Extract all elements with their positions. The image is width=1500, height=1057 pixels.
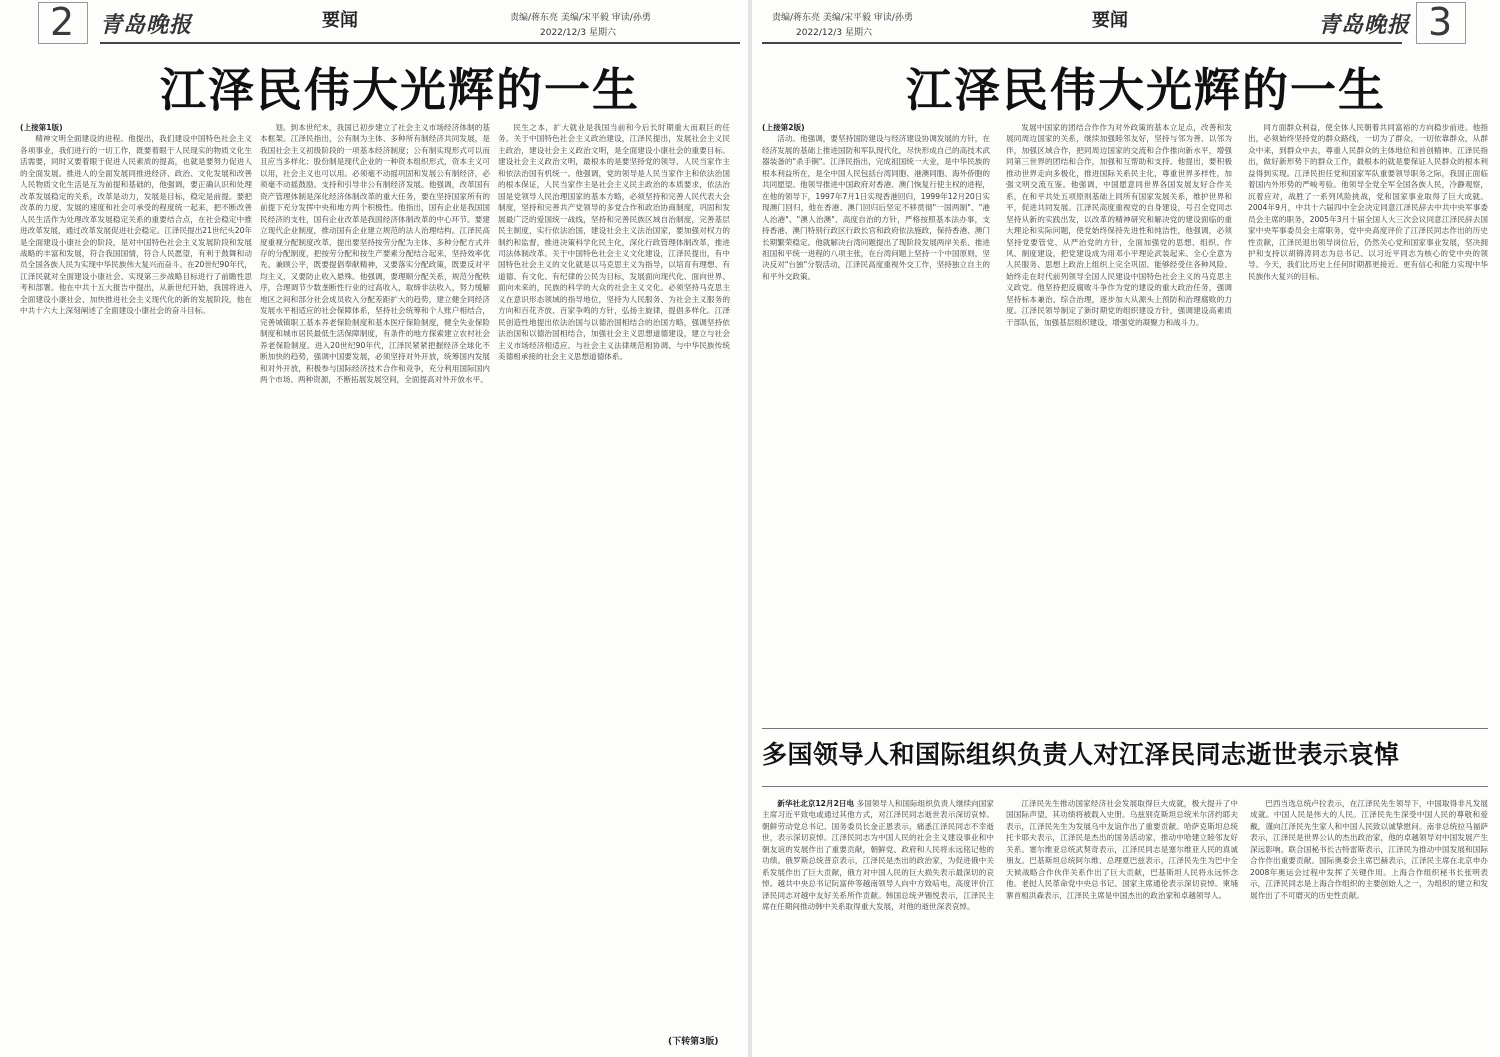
issue-date: 2022/12/3 星期六 <box>796 28 873 38</box>
condolence-headline: 多国领导人和国际组织负责人对江泽民同志逝世表示哀悼 <box>762 740 1400 769</box>
page-headline: 江泽民伟大光辉的一生 <box>160 63 640 117</box>
column-text: 多国领导人和国际组织负责人继续向国家主席习近平致电或通过其他方式，对江泽民同志逝世表示深切哀悼。朝鲜劳动党总书记、国务委员长金正恩表示，痛悉江泽民同志不幸逝世，表示深切哀悼。江泽民同志为中国人民的社会主义建设事业和中朝友谊的发展作出了重要贡献，朝鲜党、政府和人民将永远铭记他的功绩。俄罗斯总统普京表示，江泽民是杰出的政治家，为促进俄中关系发展作出了巨大贡献，俄方对中国人民的巨大损失表示最深切的哀悼。越共中央总书记阮富仲等越南领导人向中方致唁电，高度评价江泽民同志对越中友好关系所作贡献。韩国总统尹锡悦表示，江泽民主席在任期间推动韩中关系取得重大发展，对他的逝世深表哀悼。 <box>762 799 994 912</box>
right-page <box>752 0 1500 1057</box>
header-rule <box>762 42 1402 44</box>
editor-credits: 责编/蒋东亮 美编/宋平毅 审读/孙勇 <box>510 13 651 23</box>
issue-date: 2022/12/3 星期六 <box>540 28 617 38</box>
column-text: 江泽民先生推动国家经济社会发展取得巨大成就，极大提升了中国国际声望，其功绩将被载入史册。乌兹别克斯坦总统米尔济约耶夫表示，江泽民先生为发展乌中友谊作出了重要贡献。哈萨克斯坦总统托卡耶夫表示，江泽民是杰出的国务活动家，推动中哈建立睦邻友好关系。塞尔维亚总统武契奇表示，江泽民同志是塞尔维亚人民的真诚朋友。巴基斯坦总统阿尔维、总理夏巴兹表示，江泽民先生为巴中全天候战略合作伙伴关系作出了巨大贡献，巴基斯坦人民将永远怀念他。老挝人民革命党中央总书记、国家主席通伦表示深切哀悼。柬埔寨首相洪森表示，江泽民主席是中国杰出的政治家和卓越领导人。 <box>1006 799 1238 900</box>
column-text: 划。到本世纪末，我国已初步建立了社会主义市场经济体制的基本框架。江泽民指出，公有制为主体、多种所有制经济共同发展，是我国社会主义初级阶段的一项基本经济制度；公有制实现形式可以而且应当多样化；股份制是现代企业的一种资本组织形式，资本主义可以用，社会主义也可以用。必须毫不动摇巩固和发展公有制经济，必须毫不动摇鼓励、支持和引导非公有制经济发展。他强调，改革国有资产管理体制是深化经济体制改革的重大任务，要在坚持国家所有的前提下充分发挥中央和地方两个积极性。他指出，国有企业是我国国民经济的支柱，国有企业改革是我国经济体制改革的中心环节。要建立现代企业制度，推动国有企业建立规范的法人治理结构。江泽民高度重视分配制度改革，提出要坚持按劳分配为主体、多种分配方式并存的分配制度，把按劳分配和按生产要素分配结合起来，坚持效率优先、兼顾公平，既要提倡奉献精神，又要落实分配政策，既要反对平均主义，又要防止收入悬殊。他强调，要理顺分配关系，规范分配秩序，合理调节少数垄断性行业的过高收入，取缔非法收入，努力缓解地区之间和部分社会成员收入分配差距扩大的趋势，建立健全同经济发展水平相适应的社会保障体系，坚持社会统筹和个人账户相结合，完善城镇职工基本养老保险制度和基本医疗保险制度，健全失业保险制度和城市居民最低生活保障制度，有条件的地方探索建立农村社会养老保险制度。进入20世纪90年代，江泽民紧紧把握经济全球化不断加快的趋势，强调中国要发展，必须坚持对外开放，统筹国内发展和对外开放，积极参与国际经济技术合作和竞争，充分利用国际国内两个市场、两种资源，不断拓展发展空间，全面提高对外开放水平。 <box>260 123 490 384</box>
section-title: 要闻 <box>322 10 358 31</box>
article-divider <box>762 786 1488 787</box>
article-column-2 <box>260 122 490 1052</box>
column-text: 民生之本，扩大就业是我国当前和今后长时期重大而艰巨的任务。关于中国特色社会主义政治建设，江泽民提出，发展社会主义民主政治，建设社会主义政治文明，是全面建设小康社会的重要目标。建设社会主义政治文明，最根本的是要坚持党的领导、人民当家作主和依法治国有机统一。他强调，党的领导是人民当家作主和依法治国的根本保证，人民当家作主是社会主义民主政治的本质要求，依法治国是党领导人民治理国家的基本方略，必须坚持和完善人民代表大会制度，坚持和完善共产党领导的多党合作和政治协商制度，巩固和发展最广泛的爱国统一战线，坚持和完善民族区域自治制度，完善基层民主制度，实行依法治国，建设社会主义法治国家，要加强对权力的制约和监督，推进决策科学化民主化，深化行政管理体制改革，推进司法体制改革。关于中国特色社会主义文化建设，江泽民提出，有中国特色社会主义的文化就是以马克思主义为指导，以培育有理想、有道德、有文化、有纪律的公民为目标，发展面向现代化、面向世界、面向未来的，民族的科学的大众的社会主义文化。必须坚持马克思主义在意识形态领域的指导地位，坚持为人民服务、为社会主义服务的方向和百花齐放、百家争鸣的方针，弘扬主旋律，提倡多样化。江泽民创造性地提出依法治国与以德治国相结合的治国方略，强调坚持依法治国和以德治国相结合，加强社会主义思想道德建设，建立与社会主义市场经济相适应、与社会主义法律规范相协调、与中华民族传统美德相承接的社会主义思想道德体系。 <box>498 123 730 362</box>
dateline: 新华社北京12月2日电 <box>777 799 855 808</box>
page-headline: 江泽民伟大光辉的一生 <box>906 63 1386 117</box>
condolence-column-3 <box>1250 798 1488 1043</box>
continued-note: (下转第3版) <box>668 1037 719 1047</box>
section-title: 要闻 <box>1092 10 1128 31</box>
right-page-header <box>752 0 1500 44</box>
editor-credits: 责编/蒋东亮 美编/宋平毅 审读/孙勇 <box>772 13 913 23</box>
condolence-column-1 <box>762 798 994 1026</box>
article-column-2 <box>1006 122 1232 720</box>
article-column-3 <box>498 122 730 1052</box>
column-text: 巴西当选总统卢拉表示，在江泽民先生领导下，中国取得非凡发展成就。中国人民是伟大的人民。江泽民先生深受中国人民的尊敬和爱戴，谨向江泽民先生家人和中国人民致以诚挚慰问。南非总统拉马福萨表示，江泽民是世界公认的杰出政治家，他的卓越领导对中国发展产生深远影响。联合国秘书长古特雷斯表示，江泽民为推动中国发展和国际合作作出重要贡献。国际奥委会主席巴赫表示，江泽民主席在北京申办2008年奥运会过程中发挥了关键作用。上海合作组织秘书长张明表示，江泽民同志是上海合作组织的主要创始人之一，为组织的建立和发展作出了不可磨灭的历史性贡献。 <box>1250 799 1488 900</box>
column-text: 精神文明全面建设的进程。他提出，我们建设中国特色社会主义各项事业，我们进行的一切工作，既要着眼于人民现实的物质文化生活需要，同时又要着眼于促进人民素质的提高，也就是要努力促进人的全面发展。推进人的全面发展同推进经济、政治、文化发展和改善人民物质文化生活是互为前提和基础的，他强调，要正确认识和处理改革发展稳定的关系，改革是动力，发展是目标，稳定是前提。要把改革的力度、发展的速度和社会可承受的程度统一起来，把不断改善人民生活作为处理改革发展稳定关系的重要结合点，在社会稳定中推进改革发展，通过改革发展促进社会稳定。江泽民提出21世纪头20年是全面建设小康社会的阶段，是对中国特色社会主义发展阶段和发展战略的丰富和发展，符合我国国情，符合人民愿望，有利于鼓舞和动员全国各族人民为实现中华民族伟大复兴而奋斗。在20世纪90年代，江泽民就对全面建设小康社会、实现第三步战略目标进行了前瞻性思考和部署。他在中共十五大报告中提出，从新世纪开始，我国将进入全面建设小康社会、加快推进社会主义现代化的新的发展阶段，他在中共十六大上深刻阐述了全面建设小康社会的奋斗目标。 <box>20 134 252 316</box>
article-column-1 <box>762 122 990 720</box>
left-page-header <box>0 0 748 44</box>
newspaper-brand: 青岛晚报 <box>100 12 193 38</box>
column-text: 同方面群众利益，使全体人民朝着共同富裕的方向稳步前进。他指出，必须始终坚持党的群众路线，一切为了群众，一切依靠群众，从群众中来，到群众中去，尊重人民群众的主体地位和首创精神。江泽民指出，做好新形势下的群众工作，最根本的就是要保证人民群众的根本利益得到实现。江泽民担任党和国家军队重要领导职务之际，我国正面临着国内外形势的严峻考验。他领导全党全军全国各族人民，冷静观察，沉着应对，战胜了一系列风险挑战，党和国家事业取得了巨大成就。2004年9月，中共十六届四中全会决定同意江泽民辞去中共中央军事委员会主席的职务，2005年3月十届全国人大三次会议同意江泽民辞去国家中央军事委员会主席职务，党中央高度评价了江泽民同志作出的历史性贡献，江泽民退出领导岗位后，仍然关心党和国家事业发展，坚决拥护和支持以胡锦涛同志为总书记、以习近平同志为核心的党中央的领导。今天，我们比历史上任何时期都更接近、更有信心和能力实现中华民族伟大复兴的目标。 <box>1248 123 1488 281</box>
header-rule <box>100 42 740 44</box>
newspaper-brand: 青岛晚报 <box>1318 12 1411 38</box>
left-page <box>0 0 748 1057</box>
condolence-column-2 <box>1006 798 1238 1043</box>
page-number: 3 <box>1428 0 1453 44</box>
article-column-3 <box>1248 122 1488 720</box>
page-number: 2 <box>50 0 75 44</box>
article-divider <box>762 728 1488 729</box>
column-text: 活动。他强调，要坚持国防建设与经济建设协调发展的方针，在经济发展的基础上推进国防和军队现代化，尽快形成自己的高技术武器装备的"杀手锏"。江泽民指出，完成祖国统一大业，是中华民族的根本利益所在，是全中国人民包括台湾同胞、港澳同胞、海外侨胞的共同愿望。他领导推进中国政府对香港、澳门恢复行使主权的进程，在他的领导下，1997年7月1日实现香港回归，1999年12月20日实现澳门回归，他在香港、澳门回归后坚定不移贯彻"一国两制"、"港人治港"、"澳人治澳"、高度自治的方针，严格按照基本法办事，支持香港、澳门特别行政区行政长官和政府依法施政，保持香港、澳门长期繁荣稳定。他就解决台湾问题提出了现阶段发展两岸关系、推进祖国和平统一进程的八项主张，在台湾问题上坚持一个中国原则，坚决反对"台独"分裂活动，江泽民高度重视外交工作，坚持独立自主的和平外交政策。 <box>762 134 990 281</box>
continued-from-tag: (上接第1版) <box>20 123 63 132</box>
continued-from-tag: (上接第2版) <box>762 123 805 132</box>
article-column-1 <box>20 122 252 1052</box>
column-text: 发展中国家的团结合作作为对外政策的基本立足点，改善和发展同周边国家的关系，继续加强睦邻友好，坚持与邻为善、以邻为伴，加强区域合作，把同周边国家的交流和合作推向新水平，增强同第三世界的团结和合作，加强和互帮助和支持。他提出，要积极推动世界走向多极化，推进国际关系民主化，尊重世界多样性，加强文明交流互鉴。他强调，中国愿意同世界各国发展友好合作关系，在和平共处五项原则基础上同所有国家发展关系，维护世界和平，促进共同发展。江泽民高度重视党的自身建设，号召全党同志坚持从新的实践出发，以改革的精神研究和解决党的建设面临的重大理论和实际问题，使党始终保持先进性和纯洁性，他强调，必须坚持党要管党、从严治党的方针，全面加强党的思想、组织、作风、制度建设，把党建设成为用邓小平理论武装起来、全心全意为人民服务、思想上政治上组织上完全巩固、能够经受住各种风险、始终走在时代前列领导全国人民建设中国特色社会主义的马克思主义政党。他坚持把反腐败斗争作为党的建设的重大政治任务，强调坚持标本兼治、综合治理，逐步加大从源头上预防和治理腐败的力度。江泽民领导制定了新时期党的组织建设方针，强调建设高素质干部队伍，加强基层组织建设，增强党的凝聚力和战斗力。 <box>1006 123 1232 327</box>
